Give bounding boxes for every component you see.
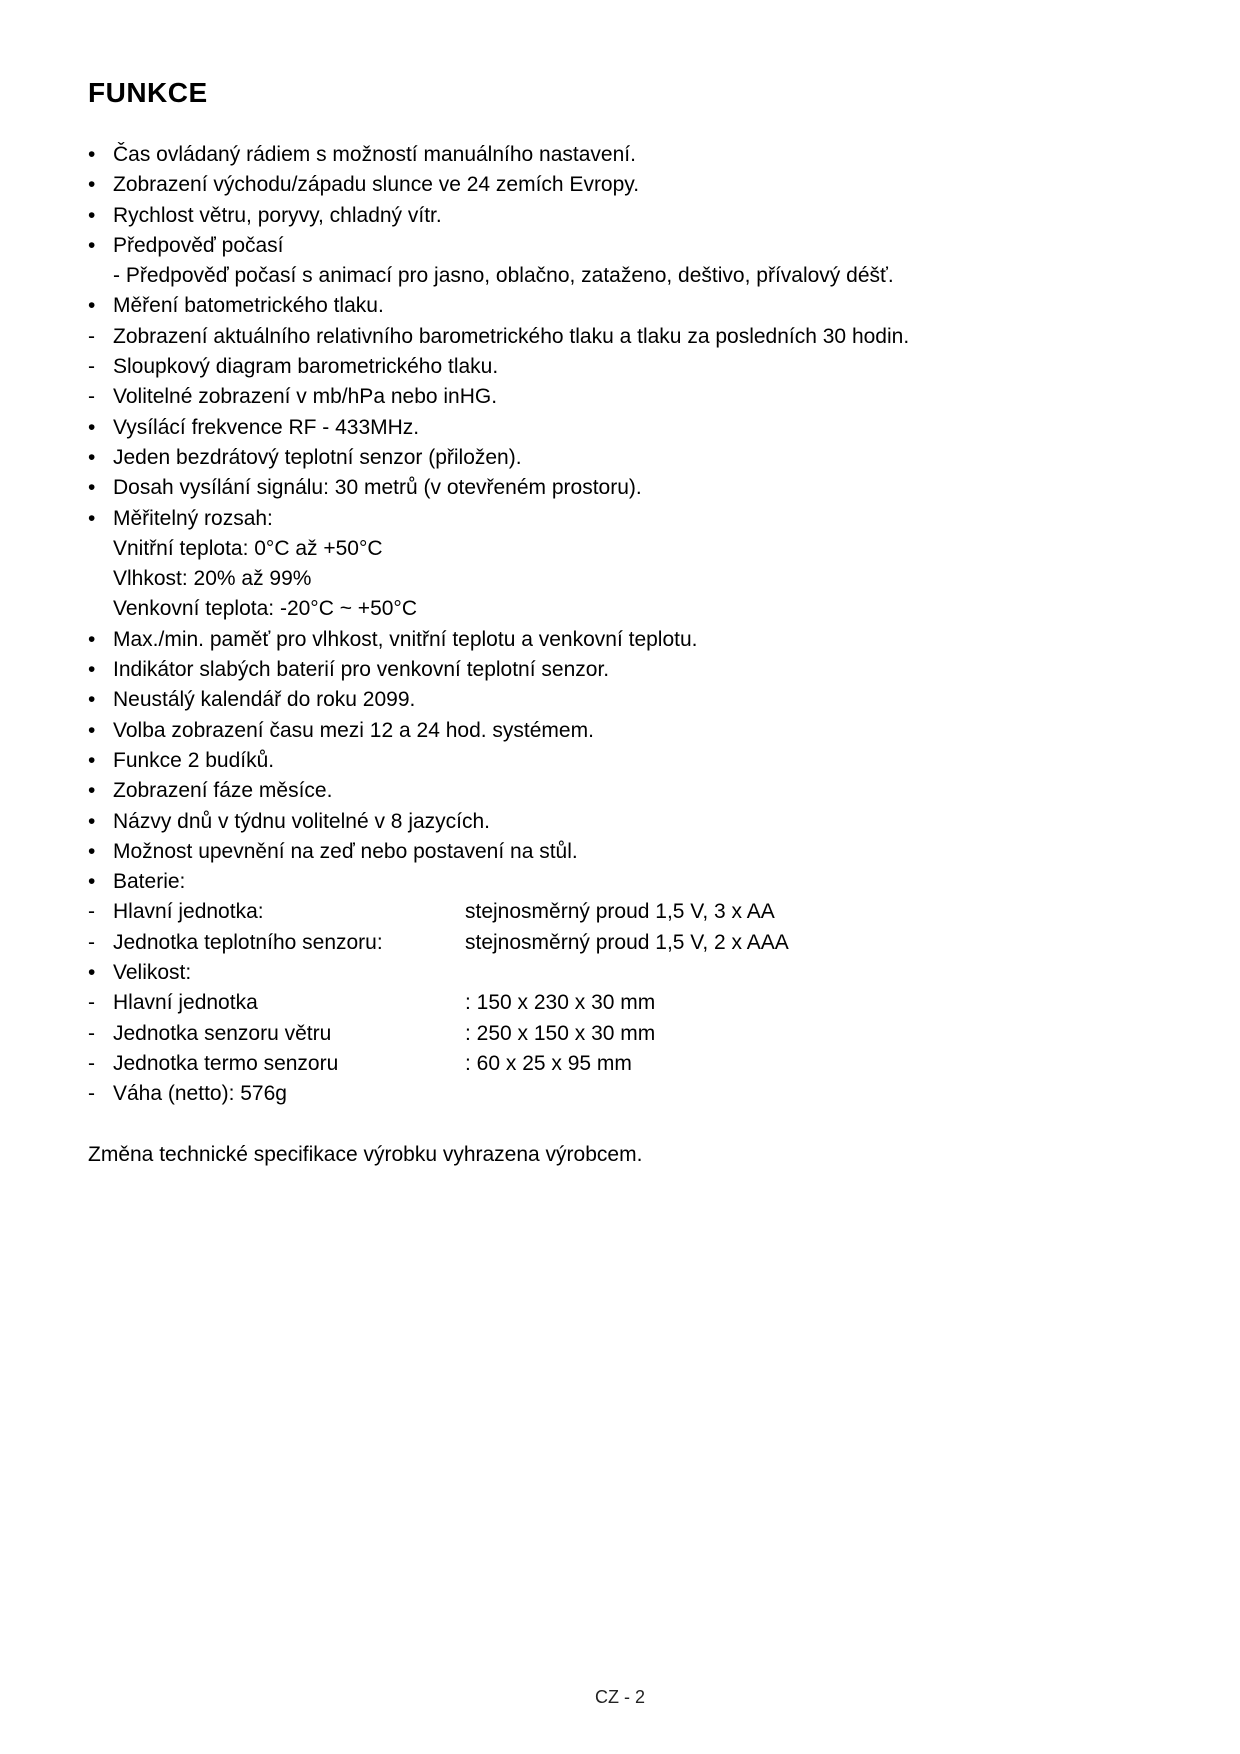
list-item	[88, 534, 1150, 564]
item-text: Velikost:	[113, 961, 192, 985]
item-text: Zobrazení fáze měsíce.	[113, 779, 333, 803]
list-item	[88, 140, 1150, 170]
bullet-marker: •	[88, 779, 96, 803]
list-item	[88, 867, 1150, 897]
bullet-marker: •	[88, 870, 96, 894]
list-item	[88, 413, 1150, 443]
item-text: Jednotka termo senzoru	[113, 1051, 339, 1075]
list-item	[88, 1019, 1150, 1049]
bullet-marker: •	[88, 415, 96, 439]
item-text: Vlhkost: 20% až 99%	[113, 567, 312, 591]
bullet-marker: •	[88, 203, 96, 227]
item-text: Měření batometrického tlaku.	[113, 294, 384, 318]
item-text: Sloupkový diagram barometrického tlaku.	[113, 355, 499, 379]
item-text: Venkovní teplota: -20°C ~ +50°C	[113, 597, 417, 621]
item-text: Funkce 2 budíků.	[113, 748, 275, 772]
item-text: Baterie:	[113, 870, 186, 894]
item-text: Jednotka teplotního senzoru:	[113, 930, 383, 954]
list-item	[88, 776, 1150, 806]
item-value: stejnosměrný proud 1,5 V, 3 x AA	[465, 900, 775, 924]
item-text: Volba zobrazení času mezi 12 a 24 hod. systémem.	[113, 718, 594, 742]
bullet-marker: •	[88, 688, 96, 712]
list-item	[88, 504, 1150, 534]
list-item	[88, 837, 1150, 867]
item-value: : 250 x 150 x 30 mm	[465, 1021, 656, 1045]
list-item	[88, 897, 1150, 927]
bullet-marker: •	[88, 658, 96, 682]
page-title: FUNKCE	[88, 77, 208, 108]
bullet-marker: •	[88, 294, 96, 318]
bullet-marker: -	[88, 900, 95, 924]
item-value: : 60 x 25 x 95 mm	[465, 1051, 632, 1075]
list-item	[88, 473, 1150, 503]
closing-note: Změna technické specifikace výrobku vyhrazena výrobcem.	[88, 1142, 643, 1166]
list-item	[88, 807, 1150, 837]
item-text: Váha (netto): 576g	[113, 1082, 287, 1106]
list-item	[88, 655, 1150, 685]
bullet-marker: •	[88, 476, 96, 500]
bullet-marker: •	[88, 445, 96, 469]
list-item	[88, 685, 1150, 715]
item-text: Jednotka senzoru větru	[113, 1021, 332, 1045]
item-text: Indikátor slabých baterií pro venkovní teplotní senzor.	[113, 658, 610, 682]
item-value: : 150 x 230 x 30 mm	[465, 991, 656, 1015]
bullet-marker: •	[88, 718, 96, 742]
bullet-marker: -	[88, 355, 95, 379]
bullet-marker: -	[88, 324, 95, 348]
list-item	[88, 261, 1150, 291]
bullet-marker: •	[88, 627, 96, 651]
list-item	[88, 625, 1150, 655]
list-item	[88, 443, 1150, 473]
list-item	[88, 716, 1150, 746]
bullet-marker: -	[88, 991, 95, 1015]
list-item	[88, 988, 1150, 1018]
bullet-marker: •	[88, 809, 96, 833]
bullet-marker: -	[88, 1051, 95, 1075]
list-item	[88, 201, 1150, 231]
list-item	[88, 928, 1150, 958]
bullet-marker: •	[88, 173, 96, 197]
item-text: Jeden bezdrátový teplotní senzor (přiložen).	[113, 445, 522, 469]
item-text: Měřitelný rozsah:	[113, 506, 273, 530]
list-item	[88, 594, 1150, 624]
item-text: Možnost upevnění na zeď nebo postavení na stůl.	[113, 839, 578, 863]
list-item	[88, 1079, 1150, 1109]
bullet-marker: -	[88, 1082, 95, 1106]
list-item	[88, 231, 1150, 261]
list-item	[88, 322, 1150, 352]
item-text: Názvy dnů v týdnu volitelné v 8 jazycích.	[113, 809, 491, 833]
item-text: - Předpověď počasí s animací pro jasno, oblačno, zataženo, deštivo, přívalový déšť.	[113, 264, 894, 288]
bullet-marker: •	[88, 506, 96, 530]
list-item	[88, 382, 1150, 412]
item-text: Čas ovládaný rádiem s možností manuálního nastavení.	[113, 143, 636, 166]
bullet-marker: •	[88, 839, 96, 863]
item-text: Rychlost větru, poryvy, chladný vítr.	[113, 203, 442, 227]
item-text: Předpověď počasí	[113, 233, 284, 257]
list-item	[88, 1049, 1150, 1079]
page-footer: CZ - 2	[594, 1687, 645, 1707]
item-text: Vysílácí frekvence RF - 433MHz.	[113, 415, 420, 439]
item-text: Zobrazení aktuálního relativního barometrického tlaku a tlaku za posledních 30 hodin.	[113, 324, 910, 348]
item-text: Hlavní jednotka	[113, 991, 258, 1015]
item-text: Dosah vysílání signálu: 30 metrů (v otevřeném prostoru).	[113, 476, 642, 500]
item-value: stejnosměrný proud 1,5 V, 2 x AAA	[465, 930, 789, 954]
list-item	[88, 564, 1150, 594]
bullet-marker: -	[88, 1021, 95, 1045]
item-text: Hlavní jednotka:	[113, 900, 264, 924]
list-item	[88, 170, 1150, 200]
list-item	[88, 746, 1150, 776]
feature-list	[88, 140, 1150, 1110]
list-item	[88, 291, 1150, 321]
item-text: Neustálý kalendář do roku 2099.	[113, 688, 416, 712]
bullet-marker: •	[88, 143, 96, 166]
item-text: Max./min. paměť pro vlhkost, vnitřní teplotu a venkovní teplotu.	[113, 627, 698, 651]
bullet-marker: -	[88, 385, 95, 409]
list-item	[88, 352, 1150, 382]
content-area	[88, 76, 1150, 1170]
bullet-marker: -	[88, 930, 95, 954]
item-text: Vnitřní teplota: 0°C až +50°C	[113, 536, 383, 560]
list-item	[88, 958, 1150, 988]
item-text: Volitelné zobrazení v mb/hPa nebo inHG.	[113, 385, 498, 409]
bullet-marker: •	[88, 748, 96, 772]
bullet-marker: •	[88, 233, 96, 257]
bullet-marker: •	[88, 961, 96, 985]
item-text: Zobrazení východu/západu slunce ve 24 zemích Evropy.	[113, 173, 640, 197]
